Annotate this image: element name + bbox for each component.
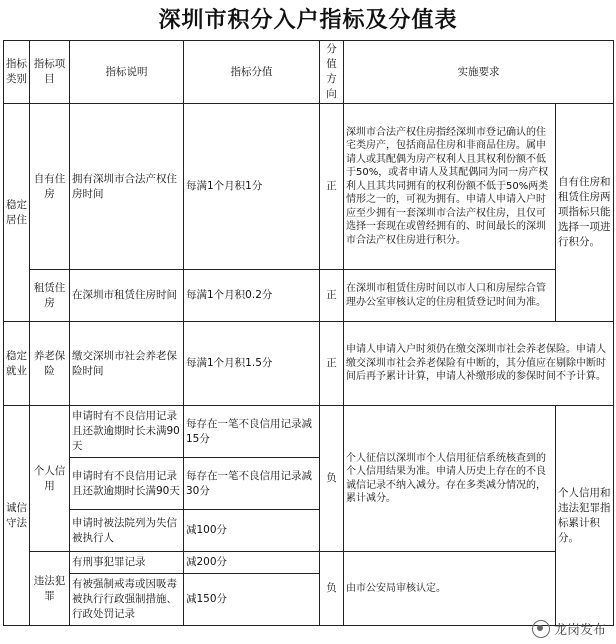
desc-cell: 申请时被法院列为失信被执行人 bbox=[70, 510, 184, 552]
requirement-cell: 个人征信以深圳市个人信用征信系统核查到的个人信用结果为准。申请人历史上存在的不良诚信记录不纳入减分。存在多类减分情况的，累计减分。 bbox=[344, 406, 556, 552]
note-cell: 自有住房和租赁住房两项指标只能选择一项进行积分。 bbox=[556, 104, 614, 322]
category-cell: 稳定居住 bbox=[4, 104, 30, 322]
table-row bbox=[4, 322, 614, 406]
score-cell: 减150分 bbox=[184, 574, 320, 626]
requirement-cell: 深圳市合法产权住房指经深圳市登记确认的住宅类房产，包括商品住房和非商品住房。属申请人或其配偶为房产权利人且其权利份额不低于50%，或者申请人及其配偶同为同一房产权利人且其共同拥有的权利份额不低于50%两类情形之一的，可视为拥有。申请人申请入户时应至少拥有一套深圳市合法产权住房，且仅可选择一套现在或曾经拥有的、时间最长的深圳市合法产权住房进行积分。 bbox=[344, 104, 556, 270]
watermark bbox=[532, 619, 606, 638]
wechat-icon bbox=[532, 620, 550, 638]
direction-cell: 正 bbox=[320, 104, 344, 270]
points-table bbox=[3, 40, 614, 626]
direction-cell: 负 bbox=[320, 406, 344, 552]
direction-cell: 负 bbox=[320, 552, 344, 626]
item-cell: 自有住房 bbox=[30, 104, 70, 270]
note-cell: 个人信用和违法犯罪指标累计积分。 bbox=[556, 406, 614, 626]
table-row bbox=[4, 270, 614, 322]
table-row bbox=[4, 552, 614, 574]
score-cell: 每满1个月积1分 bbox=[184, 104, 320, 270]
header-direction: 分值方向 bbox=[320, 41, 344, 104]
score-cell: 每存在一笔不良信用记录减30分 bbox=[184, 458, 320, 510]
score-cell: 每满1个月积0.2分 bbox=[184, 270, 320, 322]
requirement-cell: 申请人申请入户时须仍在缴交深圳市社会养老保险。申请人缴交深圳市社会养老保险有中断的，其分值应在剔除中断时间后再予累计计算，申请人补缴形成的参保时间不予计算。 bbox=[344, 322, 614, 406]
header-requirement: 实施要求 bbox=[344, 41, 614, 104]
desc-cell: 有被强制戒毒或因吸毒被执行行政强制措施、行政处罚记录 bbox=[70, 574, 184, 626]
item-cell: 养老保险 bbox=[30, 322, 70, 406]
desc-cell: 拥有深圳市合法产权住房时间 bbox=[70, 104, 184, 270]
requirement-cell: 由市公安局审核认定。 bbox=[344, 552, 556, 626]
desc-cell: 申请时有不良信用记录且还款逾期时长未满90天 bbox=[70, 406, 184, 458]
header-desc: 指标说明 bbox=[70, 41, 184, 104]
header-row bbox=[4, 41, 614, 104]
requirement-cell: 在深圳市租赁住房时间以市人口和房屋综合管理办公室审核认定的住房租赁登记时间为准。 bbox=[344, 270, 556, 322]
item-cell: 个人信用 bbox=[30, 406, 70, 552]
desc-cell: 缴交深圳市社会养老保险时间 bbox=[70, 322, 184, 406]
desc-cell: 申请时有不良信用记录且还款逾期时长满90天 bbox=[70, 458, 184, 510]
score-cell: 每满1个月积1.5分 bbox=[184, 322, 320, 406]
desc-cell: 有刑事犯罪记录 bbox=[70, 552, 184, 574]
page-title: 深圳市积分入户指标及分值表 bbox=[158, 7, 458, 33]
header-item: 指标项目 bbox=[30, 41, 70, 104]
score-cell: 减200分 bbox=[184, 552, 320, 574]
score-cell: 减100分 bbox=[184, 510, 320, 552]
score-cell: 每存在一笔不良信用记录减15分 bbox=[184, 406, 320, 458]
direction-cell: 正 bbox=[320, 270, 344, 322]
item-cell: 违法犯罪 bbox=[30, 552, 70, 626]
item-cell: 租赁住房 bbox=[30, 270, 70, 322]
header-category: 指标类别 bbox=[4, 41, 30, 104]
table-row bbox=[4, 406, 614, 458]
direction-cell: 正 bbox=[320, 322, 344, 406]
watermark-text: 龙岗发布 bbox=[553, 623, 606, 638]
table-row bbox=[4, 104, 614, 270]
header-score: 指标分值 bbox=[184, 41, 320, 104]
category-cell: 稳定就业 bbox=[4, 322, 30, 406]
desc-cell: 在深圳市租赁住房时间 bbox=[70, 270, 184, 322]
category-cell: 诚信守法 bbox=[4, 406, 30, 626]
